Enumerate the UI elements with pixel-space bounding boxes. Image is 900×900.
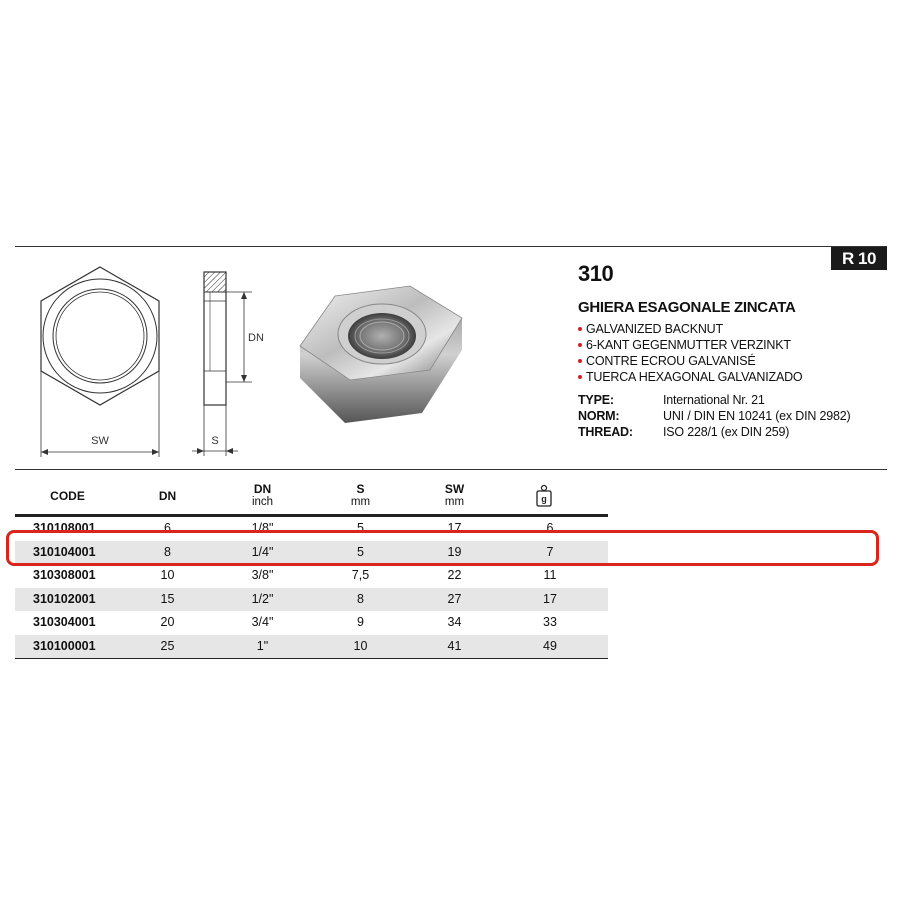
spec-key: NORM: — [578, 409, 620, 423]
cell-code: 310308001 — [33, 568, 96, 582]
specs-list — [578, 392, 878, 440]
cell-dn-inch: 3/4" — [251, 615, 274, 629]
cell-weight: 7 — [546, 544, 554, 559]
cell-dn-inch: 1/8" — [251, 521, 274, 535]
dn-label: DN — [248, 332, 264, 344]
spec-value: International Nr. 21 — [663, 393, 765, 407]
spec-value: UNI / DIN EN 10241 (ex DIN 2982) — [663, 409, 851, 423]
svg-text:g: g — [541, 494, 547, 504]
sw-label: SW — [91, 435, 109, 447]
table-row — [15, 635, 608, 659]
cell-dn: 8 — [164, 544, 171, 559]
cell-s: 5 — [357, 544, 364, 559]
cell-sw: 19 — [447, 544, 462, 559]
cell-s: 8 — [357, 591, 364, 606]
cell-dn-inch: 3/8" — [251, 568, 274, 582]
cell-dn: 10 — [160, 568, 175, 582]
col-weight — [535, 478, 565, 514]
translations-list — [578, 321, 878, 385]
cell-sw: 22 — [447, 568, 462, 582]
backnut-photo — [290, 258, 470, 438]
technical-drawing — [0, 250, 290, 465]
table-header — [15, 478, 608, 517]
reference-badge: R 10 14 — [831, 247, 887, 270]
cell-weight: 17 — [543, 591, 557, 606]
cell-s: 7,5 — [351, 568, 370, 582]
table-row — [15, 611, 608, 635]
cell-dn-inch: 1" — [256, 638, 269, 653]
cell-sw: 17 — [447, 521, 462, 535]
cell-code: 310100001 — [33, 638, 96, 653]
cell-s: 9 — [357, 615, 364, 629]
spec-row — [578, 408, 878, 424]
spec-row — [578, 424, 878, 440]
translation-es: TUERCA HEXAGONAL GALVANIZADO — [578, 369, 878, 385]
row-highlight-box — [6, 530, 879, 566]
table-row — [15, 588, 608, 612]
spec-key: TYPE: — [578, 393, 614, 407]
cell-s: 5 — [357, 521, 364, 535]
cell-sw: 34 — [447, 615, 462, 629]
s-label: S — [211, 435, 219, 447]
cell-sw: 27 — [447, 591, 462, 606]
product-code: 310 — [578, 261, 614, 286]
cell-code: 310102001 — [33, 591, 96, 606]
table-row — [15, 564, 608, 588]
weight-icon — [535, 484, 553, 508]
top-rule — [15, 246, 887, 247]
col-s: S mm — [350, 482, 371, 508]
translation-fr: CONTRE ECROU GALVANISÉ — [578, 353, 878, 369]
spec-key: THREAD: — [578, 425, 633, 439]
product-info — [578, 262, 878, 440]
cell-dn: 25 — [160, 638, 175, 653]
cell-dn: 20 — [160, 615, 175, 629]
cell-code: 310104001 — [33, 544, 96, 559]
cell-sw: 41 — [447, 638, 462, 653]
cell-weight: 11 — [543, 568, 557, 582]
cell-code: 310304001 — [33, 615, 96, 629]
product-title: GHIERA ESAGONALE ZINCATA — [578, 299, 796, 316]
table-bottom-rule — [15, 658, 608, 659]
translation-en: GALVANIZED BACKNUT — [578, 321, 878, 337]
product-table — [15, 478, 608, 659]
col-code: CODE — [50, 488, 85, 503]
cell-dn: 6 — [164, 521, 171, 535]
cell-dn: 15 — [160, 591, 175, 606]
cell-weight: 6 — [546, 521, 554, 535]
col-sw: SW mm — [444, 482, 465, 508]
cell-weight: 33 — [543, 615, 557, 629]
section-rule — [15, 469, 887, 470]
cell-s: 10 — [353, 638, 368, 653]
spec-row — [578, 392, 878, 408]
cell-dn-inch: 1/4" — [251, 544, 274, 559]
cell-weight: 49 — [543, 638, 557, 653]
col-dn: DN — [158, 488, 177, 503]
cell-code: 310108001 — [33, 521, 96, 535]
translation-de: 6-KANT GEGENMUTTER VERZINKT — [578, 337, 878, 353]
cell-dn-inch: 1/2" — [251, 591, 274, 606]
col-dn-inch: DN inch — [251, 482, 274, 508]
spec-value: ISO 228/1 (ex DIN 259) — [663, 425, 790, 439]
